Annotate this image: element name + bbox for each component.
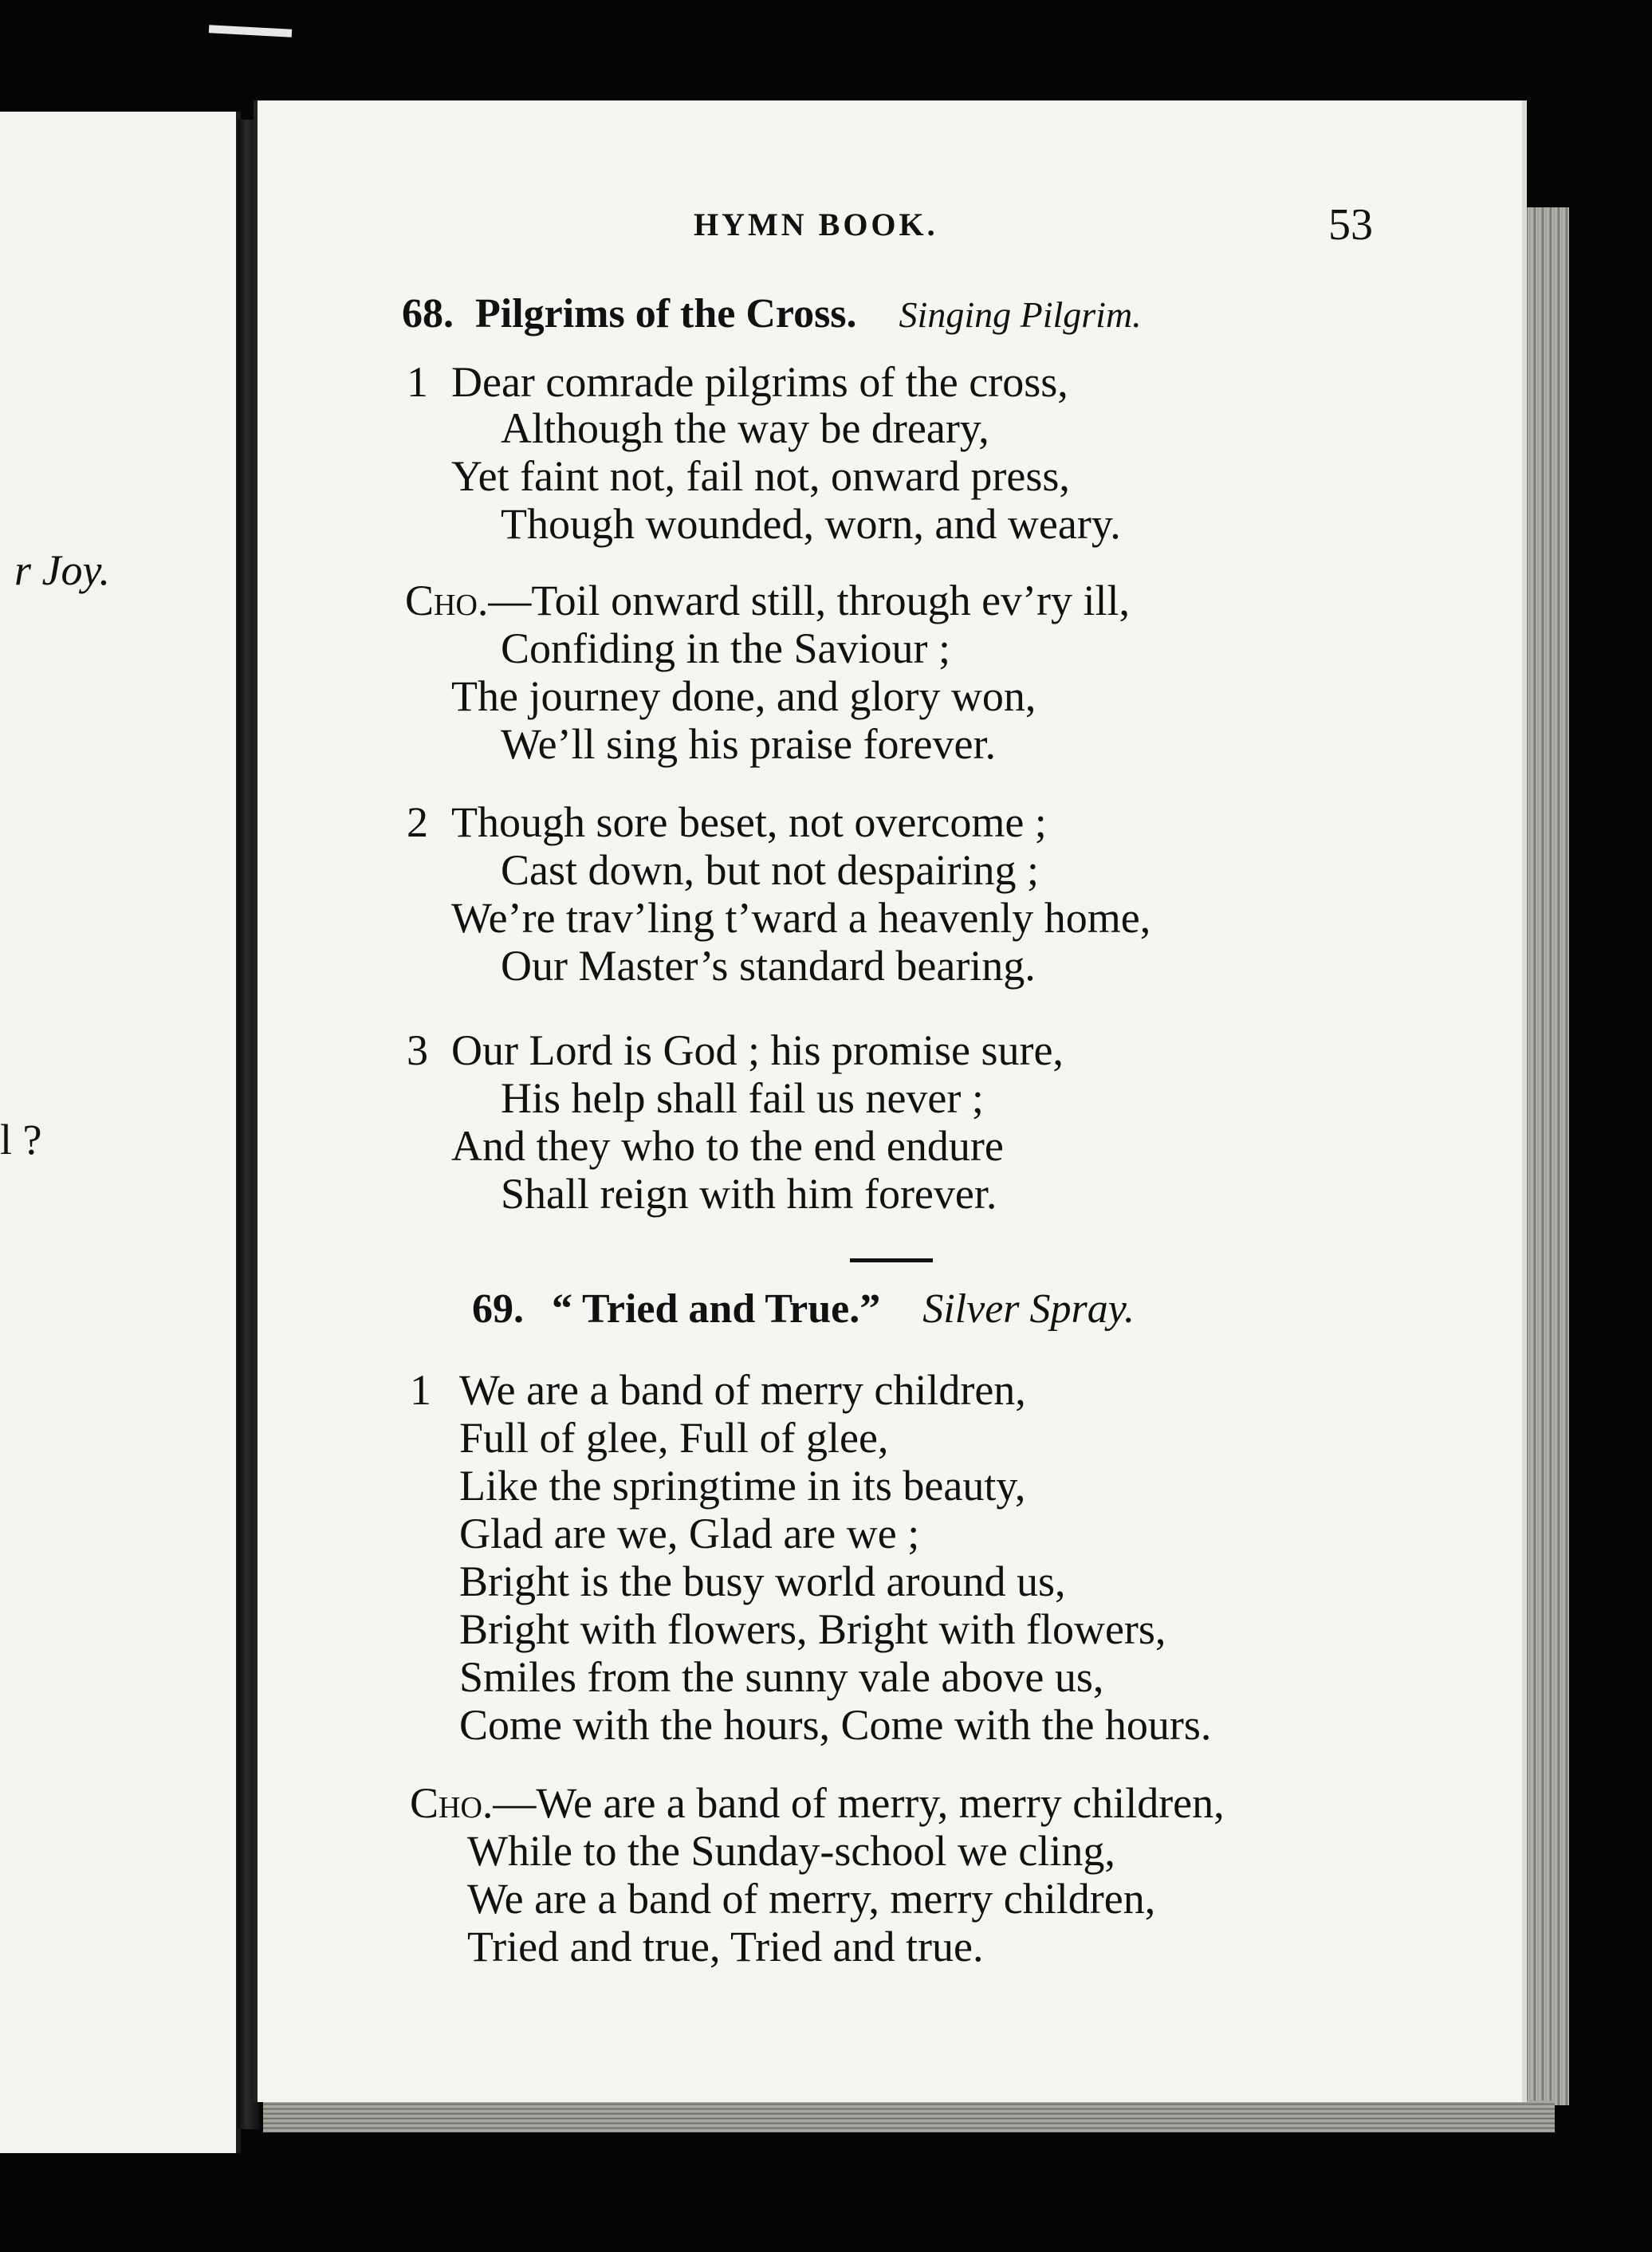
chorus-first-line [410,1779,1225,1827]
verse-line: Shall reign with him forever. [501,1170,997,1218]
verse-line: Smiles from the sunny vale above us, [459,1653,1104,1701]
verse-line: Though wounded, worn, and weary. [501,500,1121,548]
hymn-number: 69. [472,1286,524,1332]
chorus-line: We’ll sing his praise forever. [501,720,996,768]
left-page-fragment: r Joy. [14,546,110,594]
hymn-heading [472,1285,1135,1333]
verse-line: Like the springtime in its beauty, [459,1462,1026,1510]
page-edge-stack [1521,207,1569,2105]
chorus-label: Cho. [410,1779,494,1827]
section-divider [850,1258,933,1262]
bottom-page-edge [263,2100,1555,2132]
hymn-title: “ Tried and True.” [552,1286,881,1332]
verse-line: Dear comrade pilgrims of the cross, [451,358,1068,406]
verse-line: Full of glee, Full of glee, [459,1414,889,1462]
chorus-line: The journey done, and glory won, [451,672,1036,720]
verse-number: 1 [410,1366,431,1414]
verse-number: 3 [407,1026,428,1074]
verse-line: Bright is the busy world around us, [459,1557,1066,1605]
verse-line: We’re trav’ling t’ward a heavenly home, [451,894,1151,942]
verse-line: Our Master’s standard bearing. [501,942,1036,990]
verse-line: Come with the hours, Come with the hours. [459,1701,1212,1749]
chorus-label: Cho. [405,577,489,624]
hymn-title: Pilgrims of the Cross. [475,291,857,337]
verse-number: 1 [407,358,428,406]
verse-line: Bright with flowers, Bright with flowers, [459,1605,1166,1653]
hymn-tune: Singing Pilgrim. [899,294,1142,335]
hymn-number: 68. [402,291,454,337]
chorus-line: We are a band of merry, merry children, [467,1875,1156,1923]
verse-number: 2 [407,798,428,846]
verse-line: Our Lord is God ; his promise sure, [451,1026,1064,1074]
page-number: 53 [1328,200,1373,250]
top-edge-mark [209,25,292,37]
chorus-line: Tried and true, Tried and true. [467,1923,984,1970]
left-page-fragment: l ? [0,1116,42,1163]
chorus-line: —Toil onward still, through ev’ry ill, [488,577,1131,624]
running-title: HYMN BOOK. [694,207,938,242]
verse-line: Although the way be dreary, [501,404,989,452]
chorus-first-line [405,579,1130,622]
verse-line: Cast down, but not despairing ; [501,846,1039,894]
verse-line: We are a band of merry children, [459,1366,1026,1414]
verse-line: Yet faint not, fail not, onward press, [451,452,1070,500]
chorus-line: While to the Sunday-school we cling, [467,1827,1115,1875]
hymn-tune: Silver Spray. [922,1286,1135,1332]
left-page [0,112,241,2153]
verse-line: Glad are we, Glad are we ; [459,1510,920,1557]
verse-line: And they who to the end endure [451,1122,1004,1170]
verse-line: Though sore beset, not overcome ; [451,798,1047,846]
chorus-line: —We are a band of merry, merry children, [493,1779,1225,1827]
verse-line: His help shall fail us never ; [501,1074,984,1122]
chorus-line: Confiding in the Saviour ; [501,624,950,672]
hymn-heading [402,290,1142,337]
